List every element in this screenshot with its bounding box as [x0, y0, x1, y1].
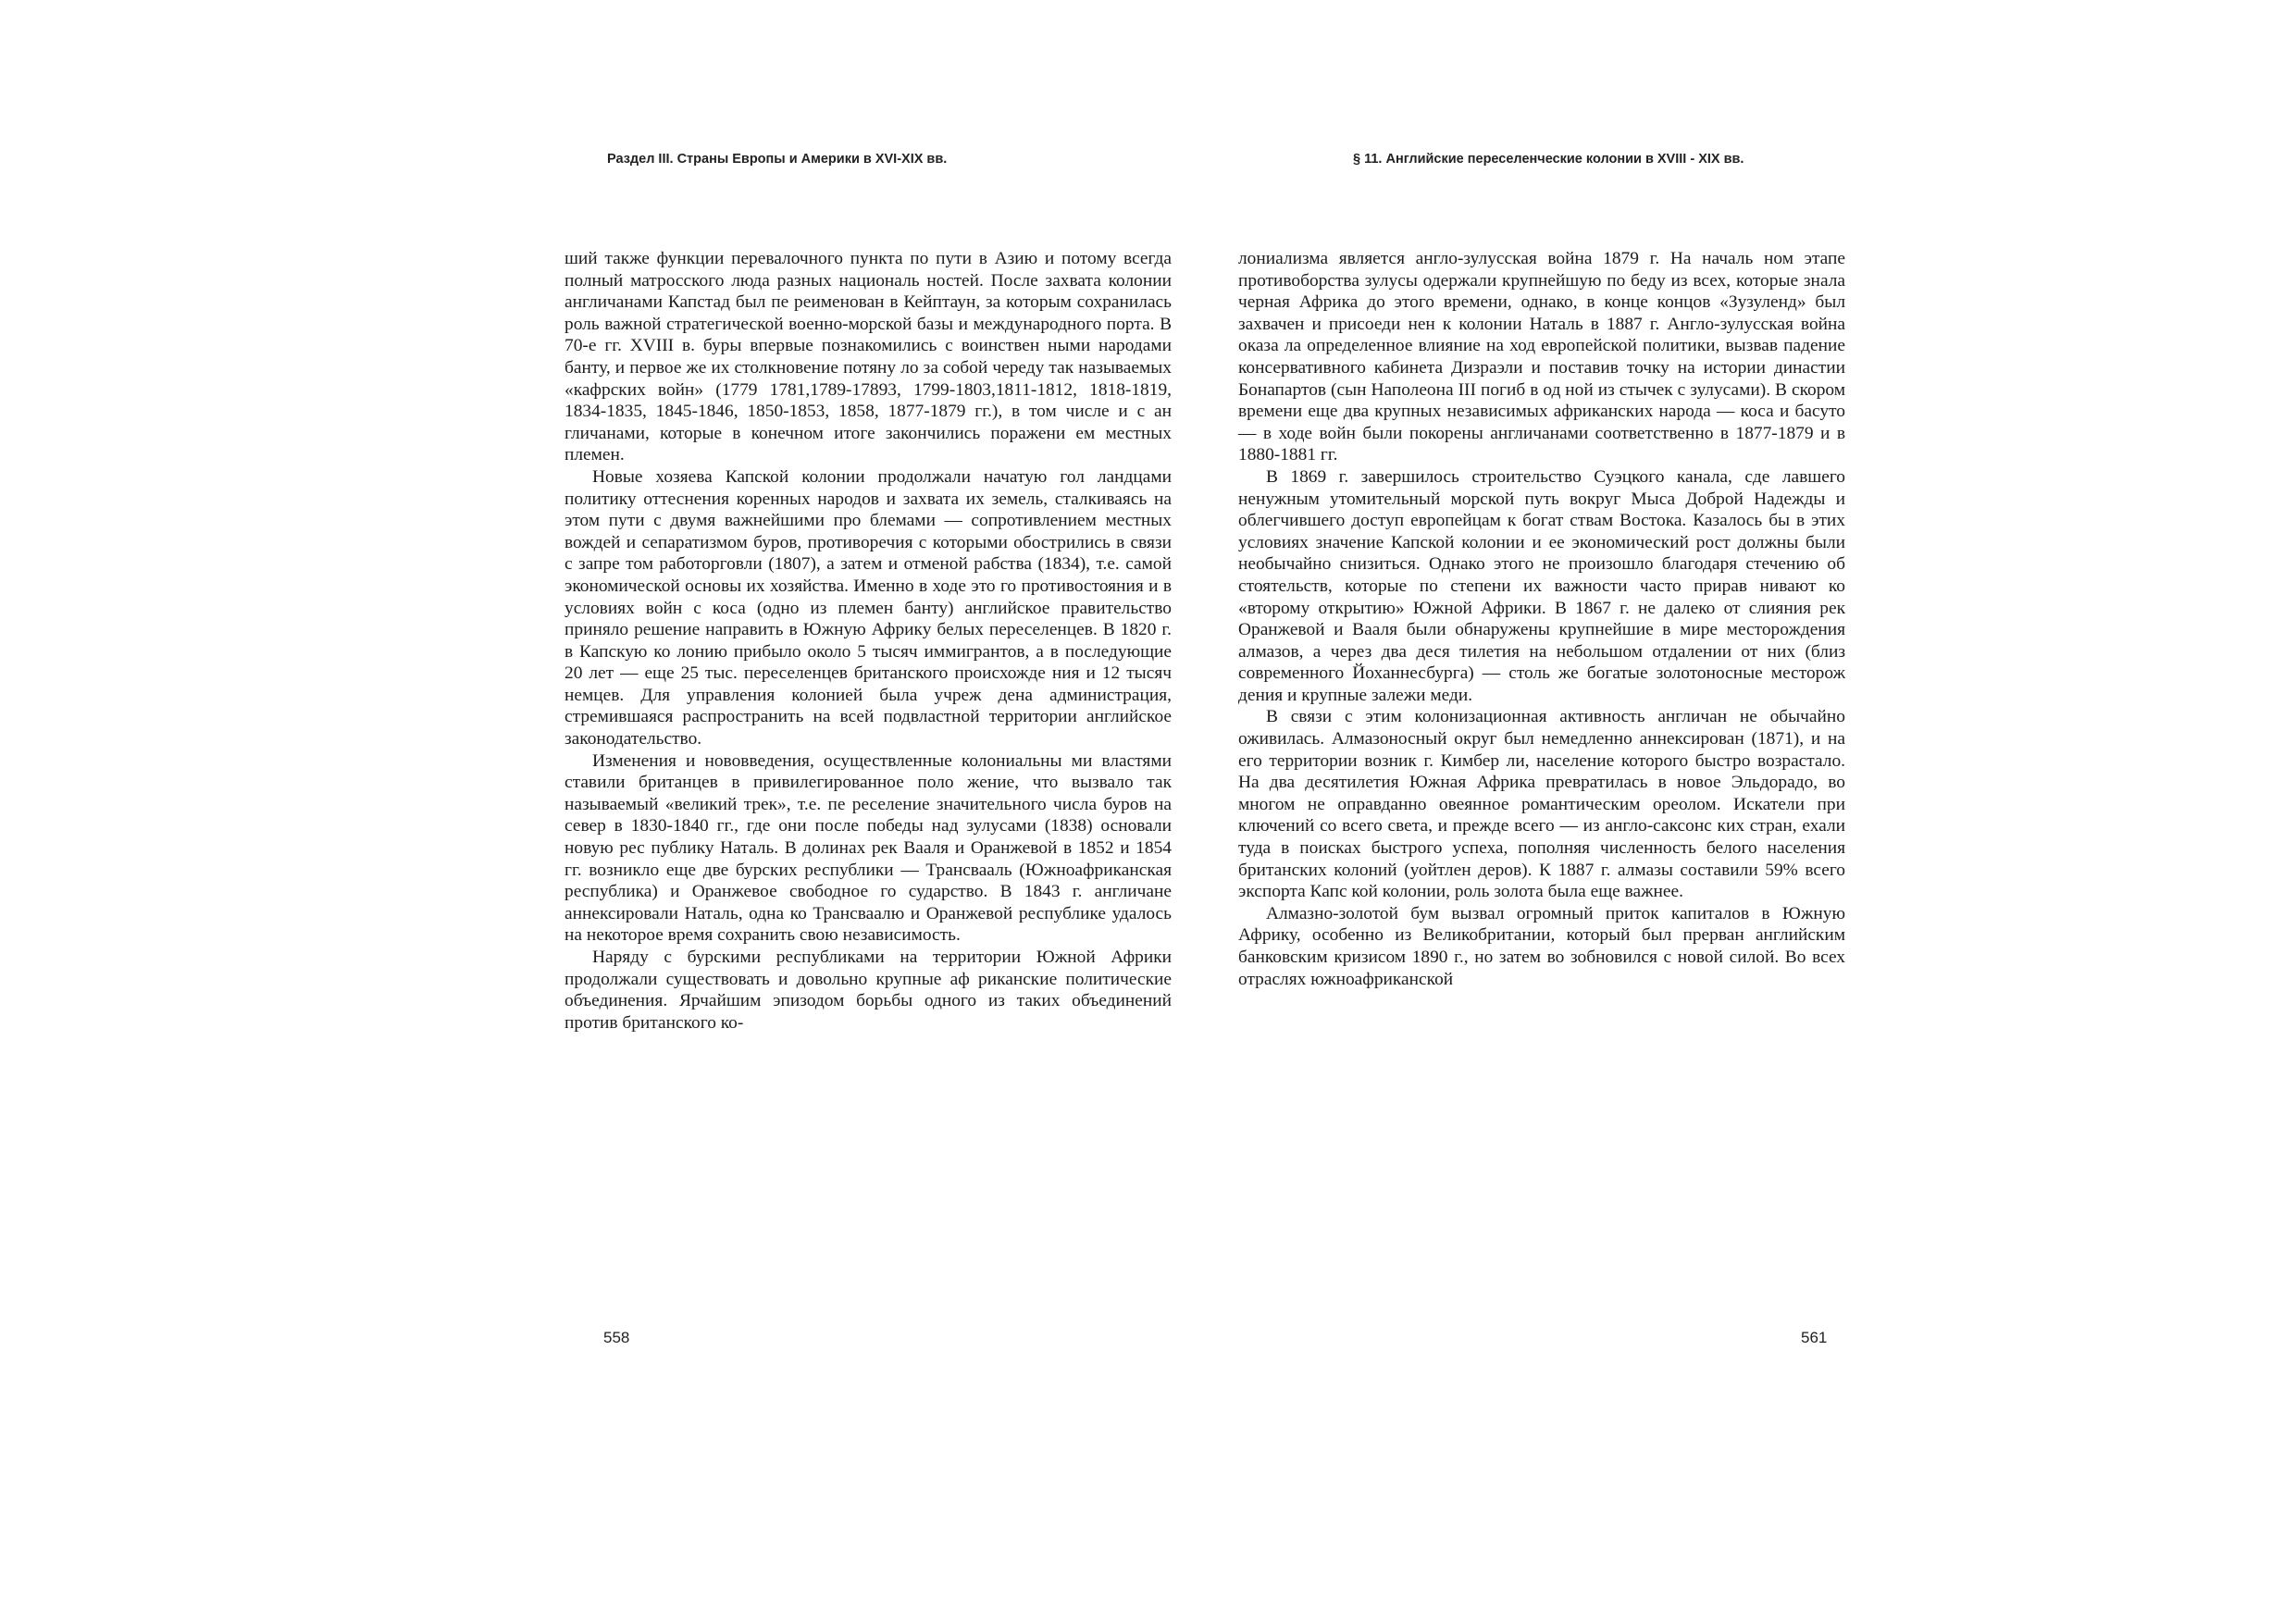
paragraph: Новые хозяева Капской колонии продолжали начатую гол ландцами политику оттеснения коренных народов и захвата их земель, сталкиваясь на этом пути с двумя важнейшими про блемами — сопротивлением местных вождей и сепаратизмом буров, противоречия с которыми обострились в связи с запре том работорговли (1807), а затем и отменой рабства (1834), т.е. самой экономической основы их хозяйства. Именно в ходе это го противостояния и в условиях войн с коса (одно из племен банту) английское правительство приняло решение направить в Южную Африку белых переселенцев. В 1820 г. в Капскую ко лонию прибыло около 5 тысяч иммигрантов, а в последующие 20 лет — еще 25 тыс. переселенцев британского происхожде ния и 12 тысяч немцев. Для управления колонией была учреж дена администрация, стремившаяся распространить на всей подвластной территории английское законодательство.: [565, 466, 1172, 750]
running-head-right: § 11. Английские переселенческие колонии в XVIII - XIX вв.: [1353, 152, 1744, 167]
paragraph: Изменения и нововведения, осуществленные колониальны ми властями ставили британцев в привилегированное поло жение, что вызвало так называемый «великий трек», т.е. пе реселение значительного числа буров на север в 1830-1840 гг., где они после победы над зулусами (1838) основали новую рес публику Наталь. В долинах рек Вааля и Оранжевой в 1852 и 1854 гг. возникло еще две бурских республики — Трансвааль (Южноафриканская республика) и Оранжевое свободное го сударство. В 1843 г. англичане аннексировали Наталь, одна ко Трансваалю и Оранжевой республике удалось на некоторое время сохранить свою независимость.: [565, 750, 1172, 946]
paragraph: В 1869 г. завершилось строительство Суэцкого канала, сде лавшего ненужным утомительный морской путь вокруг Мыса Доброй Надежды и облегчившего доступ европейцам к богат ствам Востока. Казалось бы в этих условиях значение Капской колонии и ее экономический рост должны были необычайно снизиться. Однако этого не произошло благодаря стечению об стоятельств, которые по степени их важности часто прирав нивают ко «второму открытию» Южной Африки. В 1867 г. не далеко от слияния рек Оранжевой и Вааля были обнаружены крупнейшие в мире месторождения алмазов, а через два деся тилетия на небольшом отдалении от них (близ современного Йоханнесбурга) — столь же богатые золотоносные месторож дения и крупные залежи меди.: [1238, 466, 1845, 705]
page-number-left: 558: [603, 1329, 630, 1346]
text-column-right: [1238, 248, 1845, 990]
page-number-right: 561: [1801, 1329, 1828, 1346]
paragraph: В связи с этим колонизационная активность англичан не обычайно оживилась. Алмазоносный округ был немедленно аннексирован (1871), и на его территории возник г. Кимбер ли, население которого быстро возрастало. На два десятилетия Южная Африка превратилась в новое Эльдорадо, во многом не оправданно овеянное романтическим ореолом. Искатели при ключений со всего света, и прежде всего — из англо-саксонс ких стран, ехали туда в поисках быстрого успеха, пополняя численность белого населения британских колоний (уойтлен деров). К 1887 г. алмазы составили 59% всего экспорта Капс кой колонии, роль золота была еще важнее.: [1238, 707, 1845, 902]
running-head-left: Раздел III. Страны Европы и Америки в XVI-XIX вв.: [607, 152, 948, 167]
paragraph: Наряду с бурскими республиками на территории Южной Африки продолжали существовать и довольно крупные аф риканские политические объединения. Ярчайшим эпизодом борьбы одного из таких объединений против британского ко-: [565, 948, 1172, 1033]
paragraph: лониализма является англо-зулусская война 1879 г. На началь ном этапе противоборства зулусы одержали крупнейшую по беду из всех, которые знала черная Африка до этого времени, однако, в конце концов «Зузуленд» был захвачен и присоеди нен к колонии Наталь в 1887 г. Англо-зулусская война оказа ла определенное влияние на ход европейской политики, вызвав падение консервативного кабинета Дизраэли и поставив точку на истории династии Бонапартов (сын Наполеона III погиб в од ной из стычек с зулусами). В скором времени еще два крупных независимых африканских народа — коса и басуто — в ходе войн были покорены англичанами соответственно в 1877-1879 и в 1880-1881 гг.: [1238, 249, 1845, 465]
text-column-left: [565, 248, 1172, 1034]
paragraph: Алмазно-золотой бум вызвал огромный приток капиталов в Южную Африку, особенно из Великобритании, который был прерван английским банковским кризисом 1890 г., но затем во зобновился с новой силой. Во всех отраслях южноафриканской: [1238, 903, 1845, 989]
paragraph: ший также функции перевалочного пункта по пути в Азию и потому всегда полный матросского люда разных националь ностей. После захвата колонии англичанами Капстад был пе реименован в Кейптаун, за которым сохранилась роль важной стратегической военно-морской базы и международного порта. В 70-е гг. XVIII в. буры впервые познакомились с воинствен ными народами банту, и первое же их столкновение потяну ло за собой череду так называемых «кафрских войн» (1779 1781,1789-17893, 1799-1803,1811-1812, 1818-1819, 1834-1835, 1845-1846, 1850-1853, 1858, 1877-1879 гг.), в том числе и с ан гличанами, которые в конечном итоге закончились поражени ем местных племен.: [565, 249, 1172, 465]
right-page: [1148, 0, 2296, 1623]
